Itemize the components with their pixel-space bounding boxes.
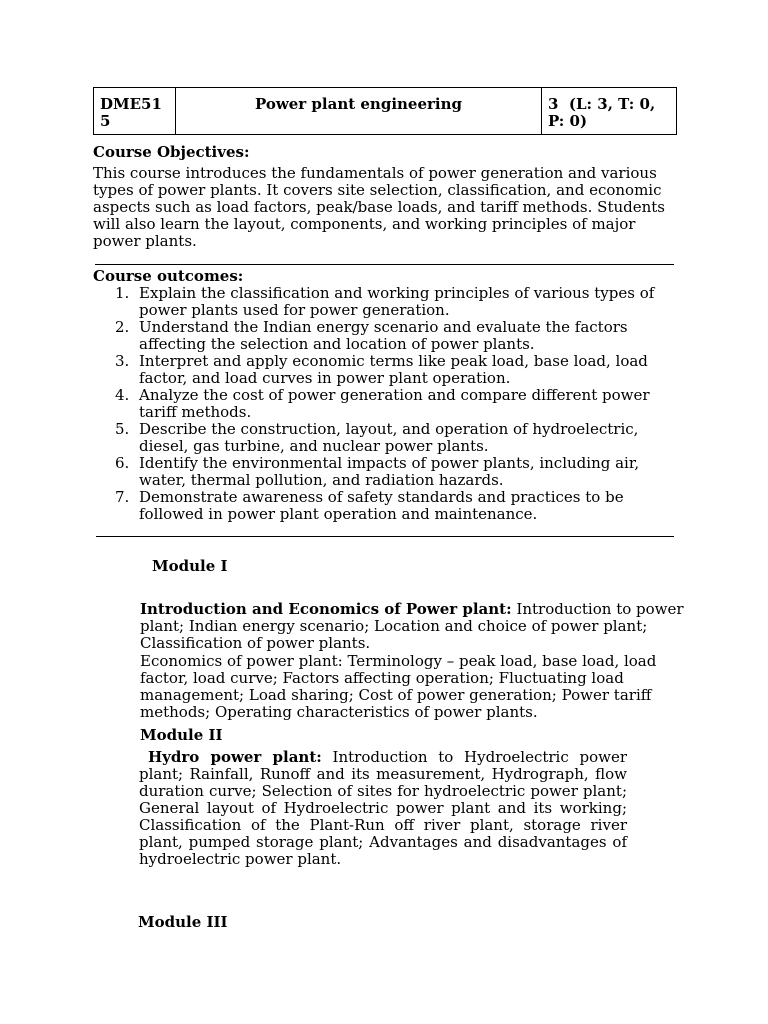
outcome-number: 5. xyxy=(115,420,130,438)
outcome-number: 2. xyxy=(115,318,130,336)
outcome-item xyxy=(93,387,683,421)
module-1-text: Introduction to power plant; Indian energy scenario; Location and choice of power plant; Classification of power plants. xyxy=(140,600,684,652)
module-1-paragraph xyxy=(140,601,685,652)
section-divider-top xyxy=(95,264,674,265)
course-credits-line1: 3 (L: 3, T: 0, xyxy=(548,95,656,113)
module-2-paragraph xyxy=(139,749,627,868)
module-2-lead: Hydro power plant: xyxy=(148,748,322,766)
module-3-heading: Module III xyxy=(138,913,228,931)
outcome-text-line2: power plants used for power generation. xyxy=(139,301,450,319)
outcome-text-line2: diesel, gas turbine, and nuclear power plants. xyxy=(139,437,489,455)
outcome-text-line1: Interpret and apply economic terms like peak load, base load, load xyxy=(139,352,648,370)
outcome-text-line1: Understand the Indian energy scenario and evaluate the factors xyxy=(139,318,628,336)
course-credits-line2: P: 0) xyxy=(548,112,588,130)
outcome-item xyxy=(93,421,683,455)
course-code-line1: DME51 xyxy=(100,95,162,113)
outcome-item xyxy=(93,285,683,319)
outcome-text-line2: tariff methods. xyxy=(139,403,252,421)
course-header-table xyxy=(93,87,677,135)
course-code-line2: 5 xyxy=(100,112,111,130)
outcome-number: 6. xyxy=(115,454,130,472)
outcome-number: 3. xyxy=(115,352,130,370)
outcome-item xyxy=(93,489,683,523)
outcome-text-line1: Analyze the cost of power generation and compare different power xyxy=(139,386,650,404)
course-code-cell xyxy=(94,88,176,135)
course-credits-cell xyxy=(542,88,677,135)
outcome-text-line1: Identify the environmental impacts of power plants, including air, xyxy=(139,454,640,472)
outcome-text-line1: Describe the construction, layout, and operation of hydroelectric, xyxy=(139,420,639,438)
module-1-heading: Module I xyxy=(152,557,228,575)
course-header-row xyxy=(94,88,677,135)
outcome-number: 4. xyxy=(115,386,130,404)
module-2-text: Introduction to Hydroelectric power plant; Rainfall, Runoff and its measurement, Hydrograph, flow duration curve; Selection of sites for hydroelectric power plant; General layout of Hydroelectric power plant and its working; Classification of the Plant-Run off river plant, storage river plant, pumped storage plant; Advantages and disadvantages of hydroelectric power plant. xyxy=(139,748,628,868)
module-2-heading: Module II xyxy=(140,726,223,744)
outcome-text-line2: water, thermal pollution, and radiation hazards. xyxy=(139,471,504,489)
outcomes-list xyxy=(93,285,683,523)
outcome-item xyxy=(93,455,683,489)
objectives-paragraph: This course introduces the fundamentals of power generation and various types of power plants. It covers site selection, classification, and economic aspects such as load factors, peak/base loads, and tariff methods. Students will also learn the layout, components, and working principles of major power plants. xyxy=(93,164,665,250)
section-divider-bottom xyxy=(96,536,674,537)
outcome-text-line1: Demonstrate awareness of safety standards and practices to be xyxy=(139,488,624,506)
course-title: Power plant engineering xyxy=(254,95,463,113)
outcome-text-line2: factor, and load curves in power plant operation. xyxy=(139,369,511,387)
objectives-heading: Course Objectives: xyxy=(93,143,250,161)
module-1-lead: Introduction and Economics of Power plant: xyxy=(140,600,512,618)
outcome-item xyxy=(93,353,683,387)
course-title-cell xyxy=(176,88,542,135)
outcomes-heading: Course outcomes: xyxy=(93,267,244,285)
outcome-text-line1: Explain the classification and working principles of various types of xyxy=(139,284,655,302)
module-1-paragraph-2: Economics of power plant: Terminology – peak load, base load, load factor, load curve; Factors affecting operation; Fluctuating load management; Load sharing; Cost of power generation; Power tariff methods; Operating characteristics of power plants. xyxy=(140,652,657,721)
outcome-text-line2: affecting the selection and location of power plants. xyxy=(139,335,535,353)
outcome-item xyxy=(93,319,683,353)
outcome-text-line2: followed in power plant operation and maintenance. xyxy=(139,505,538,523)
outcome-number: 1. xyxy=(115,284,130,302)
outcome-number: 7. xyxy=(115,488,130,506)
